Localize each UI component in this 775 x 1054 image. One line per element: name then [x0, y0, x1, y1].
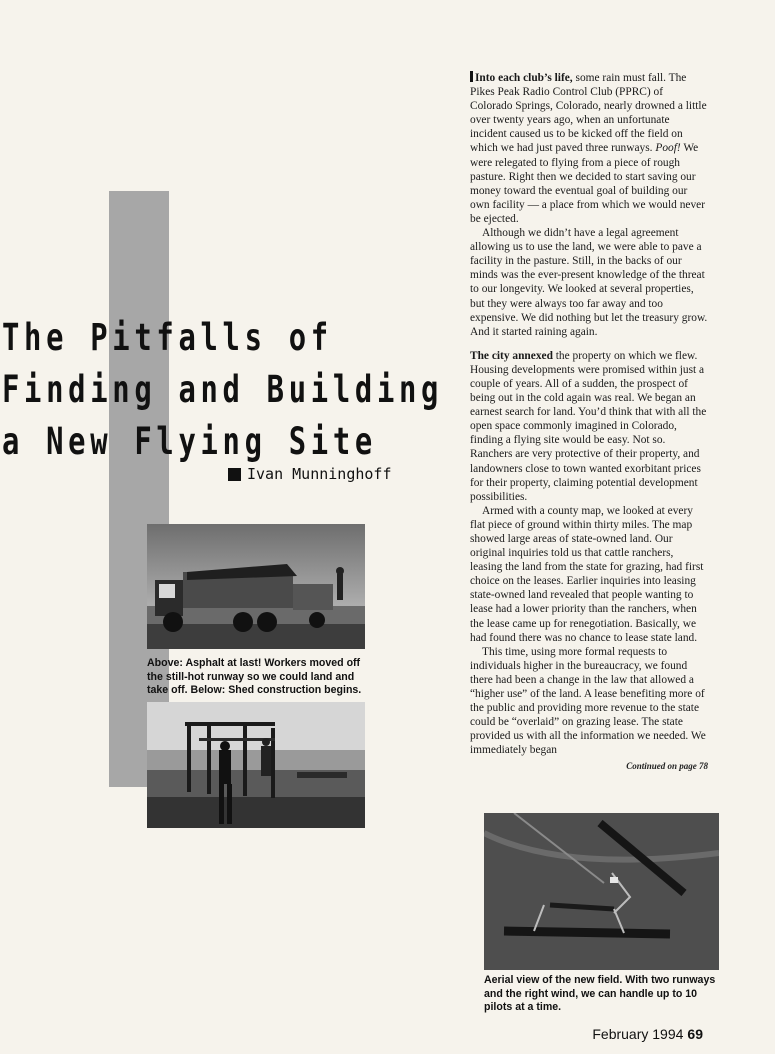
issue-date: February 1994 [592, 1026, 684, 1042]
byline [228, 465, 392, 483]
photo-aerial-field [484, 813, 719, 970]
paragraph-5: This time, using more formal requests to individuals higher in the bureaucracy, we found there had been a change in the law that allowed a “higher use” of the land. A lease benefiting more of the public and providing more revenue to the state could be “overlaid” on grazing lease. The state provided us with all the information we needed. We immediately began [470, 645, 706, 757]
continued-note: Continued on page 78 [626, 761, 708, 771]
headline-line-3: a New Flying Site [2, 420, 377, 463]
byline-square-icon [228, 468, 241, 481]
paragraph-3-text: the property on which we flew. Housing developments were promised within just a couple of years. All of a sudden, the prospect of being out in the cold again was real. We began an earnest search for land. You’d think that with all the open space commonly imagined in Colorado, finding a flying site would be easy. Not so. Ranchers are very protective of their property, and landowners close to town wanted exorbitant prices for their property, claiming potential development possibilities. [470, 349, 707, 503]
photo-asphalt-truck [147, 524, 365, 649]
paragraph-1-italic: Poof! [655, 142, 681, 155]
photo-caption-top: Above: Asphalt at last! Workers moved off the still-hot runway so we could land and take off. Below: Shed construction begins. [147, 657, 362, 696]
article-headline [2, 312, 444, 468]
headline-line-2: Finding and Building [2, 368, 444, 411]
drop-bar-icon [470, 71, 473, 82]
photo-shed-construction [147, 702, 365, 828]
article-body [470, 71, 708, 758]
paragraph-2: Although we didn’t have a legal agreement allowing us to use the land, we were able to pave a facility in the pasture. Still, in the backs of our minds was the ever-present knowledge of the threat to our longevity. We looked at several properties, but they were always too far away and too expensive. We did nothing but let the treasury grow. And it started raining again. [470, 227, 708, 338]
paragraph-1-text: some rain must fall. The Pikes Peak Radio Control Club (PPRC) of Colorado Springs, Colorado, nearly drowned a little over twenty years ago, when an unfortunate incident caused us to be kicked off the field on which we had just paved three runways. [470, 72, 707, 155]
decorative-gray-bar [109, 191, 169, 787]
page-number: 69 [687, 1026, 703, 1042]
page-folio [592, 1026, 703, 1042]
photo-caption-aerial: Aerial view of the new field. With two runways and the right wind, we can handle up to 10 pilots at a time. [484, 974, 716, 1013]
paragraph-4: Armed with a county map, we looked at every flat piece of ground within thirty miles. The map showed large areas of state-owned land. Our original inquiries told us that cattle ranchers, leasing the land from the state for grazing, had first choice on the leases. Earlier inquiries into leasing state-owned land revealed that people wanting to lease had a lower priority than the ranchers, when the lease came up for renegotiation. Basically, we had found there was no chance to lease state land. [470, 504, 704, 644]
paragraph-1-end: We were relegated to flying from a piece of rough pasture. Right then we decided to start saving our money toward the eventual goal of building our own facility — a place from which we would never be ejected. [470, 142, 706, 225]
author-name: Ivan Munninghoff [247, 465, 392, 483]
lead-in-1: Into each club’s life, [475, 72, 573, 84]
lead-in-3: The city annexed [470, 349, 553, 362]
paragraph-1 [470, 71, 708, 226]
paragraph-3 [470, 349, 708, 504]
headline-line-1: The Pitfalls of [2, 316, 333, 359]
